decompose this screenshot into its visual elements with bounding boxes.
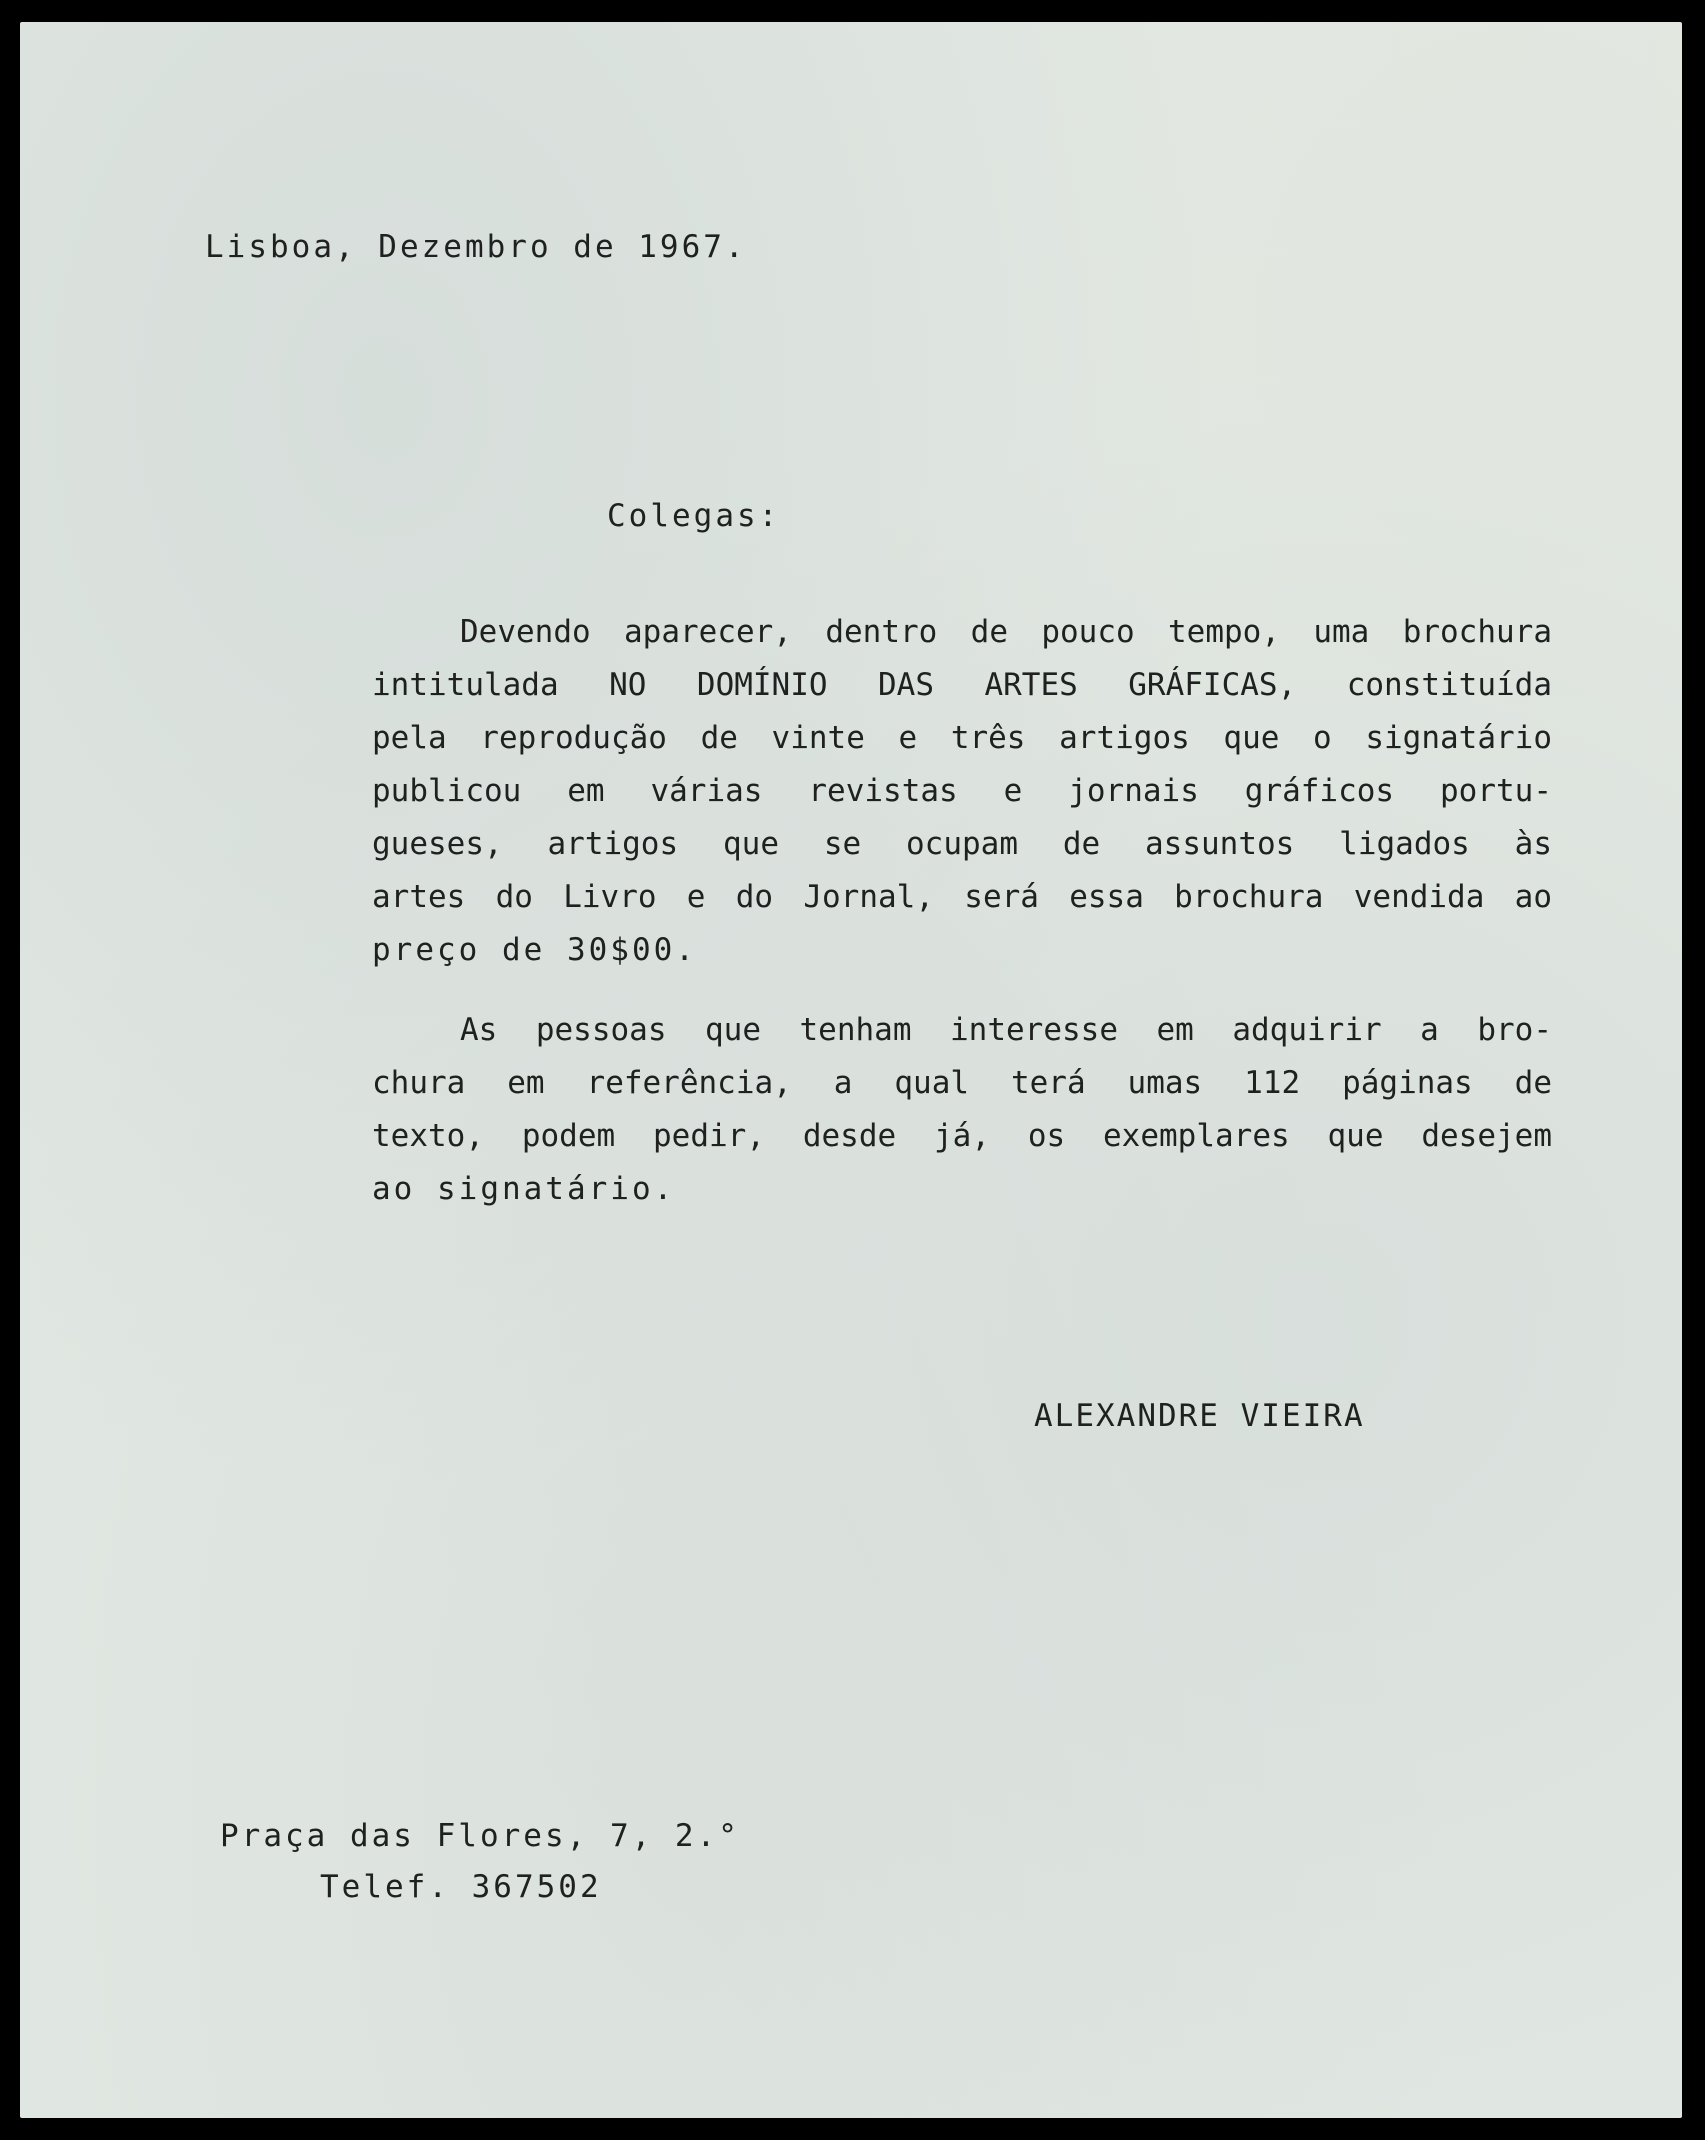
letter-page [20,22,1682,2118]
paragraph-1-line-7: preço de 30$00. [372,932,697,968]
paragraph-1-line-3: pela reprodução de vinte e três artigos que o signatário [372,720,1552,756]
paragraph-2-line-2: chura em referência, a qual terá umas 112 páginas de [372,1065,1552,1101]
telephone: Telef. 367502 [320,1869,602,1905]
paragraph-2-line-4: ao signatário. [372,1171,676,1207]
paragraph-1-line-1: Devendo aparecer, dentro de pouco tempo, uma brochura [460,614,1552,650]
paragraph-1-line-2: intitulada NO DOMÍNIO DAS ARTES GRÁFICAS, constituída [372,667,1552,703]
dateline: Lisboa, Dezembro de 1967. [205,229,747,265]
paragraph-1-line-4: publicou em várias revistas e jornais gráficos portu- [372,773,1552,809]
salutation: Colegas: [607,498,781,534]
address: Praça das Flores, 7, 2.° [220,1818,740,1854]
paragraph-1-line-5: gueses, artigos que se ocupam de assuntos ligados às [372,826,1552,862]
signature: ALEXANDRE VIEIRA [1034,1398,1365,1434]
paragraph-1-line-6: artes do Livro e do Jornal, será essa brochura vendida ao [372,879,1552,915]
paragraph-2-line-1: As pessoas que tenham interesse em adquirir a bro- [460,1012,1552,1048]
paragraph-2-line-3: texto, podem pedir, desde já, os exemplares que desejem [372,1118,1552,1154]
